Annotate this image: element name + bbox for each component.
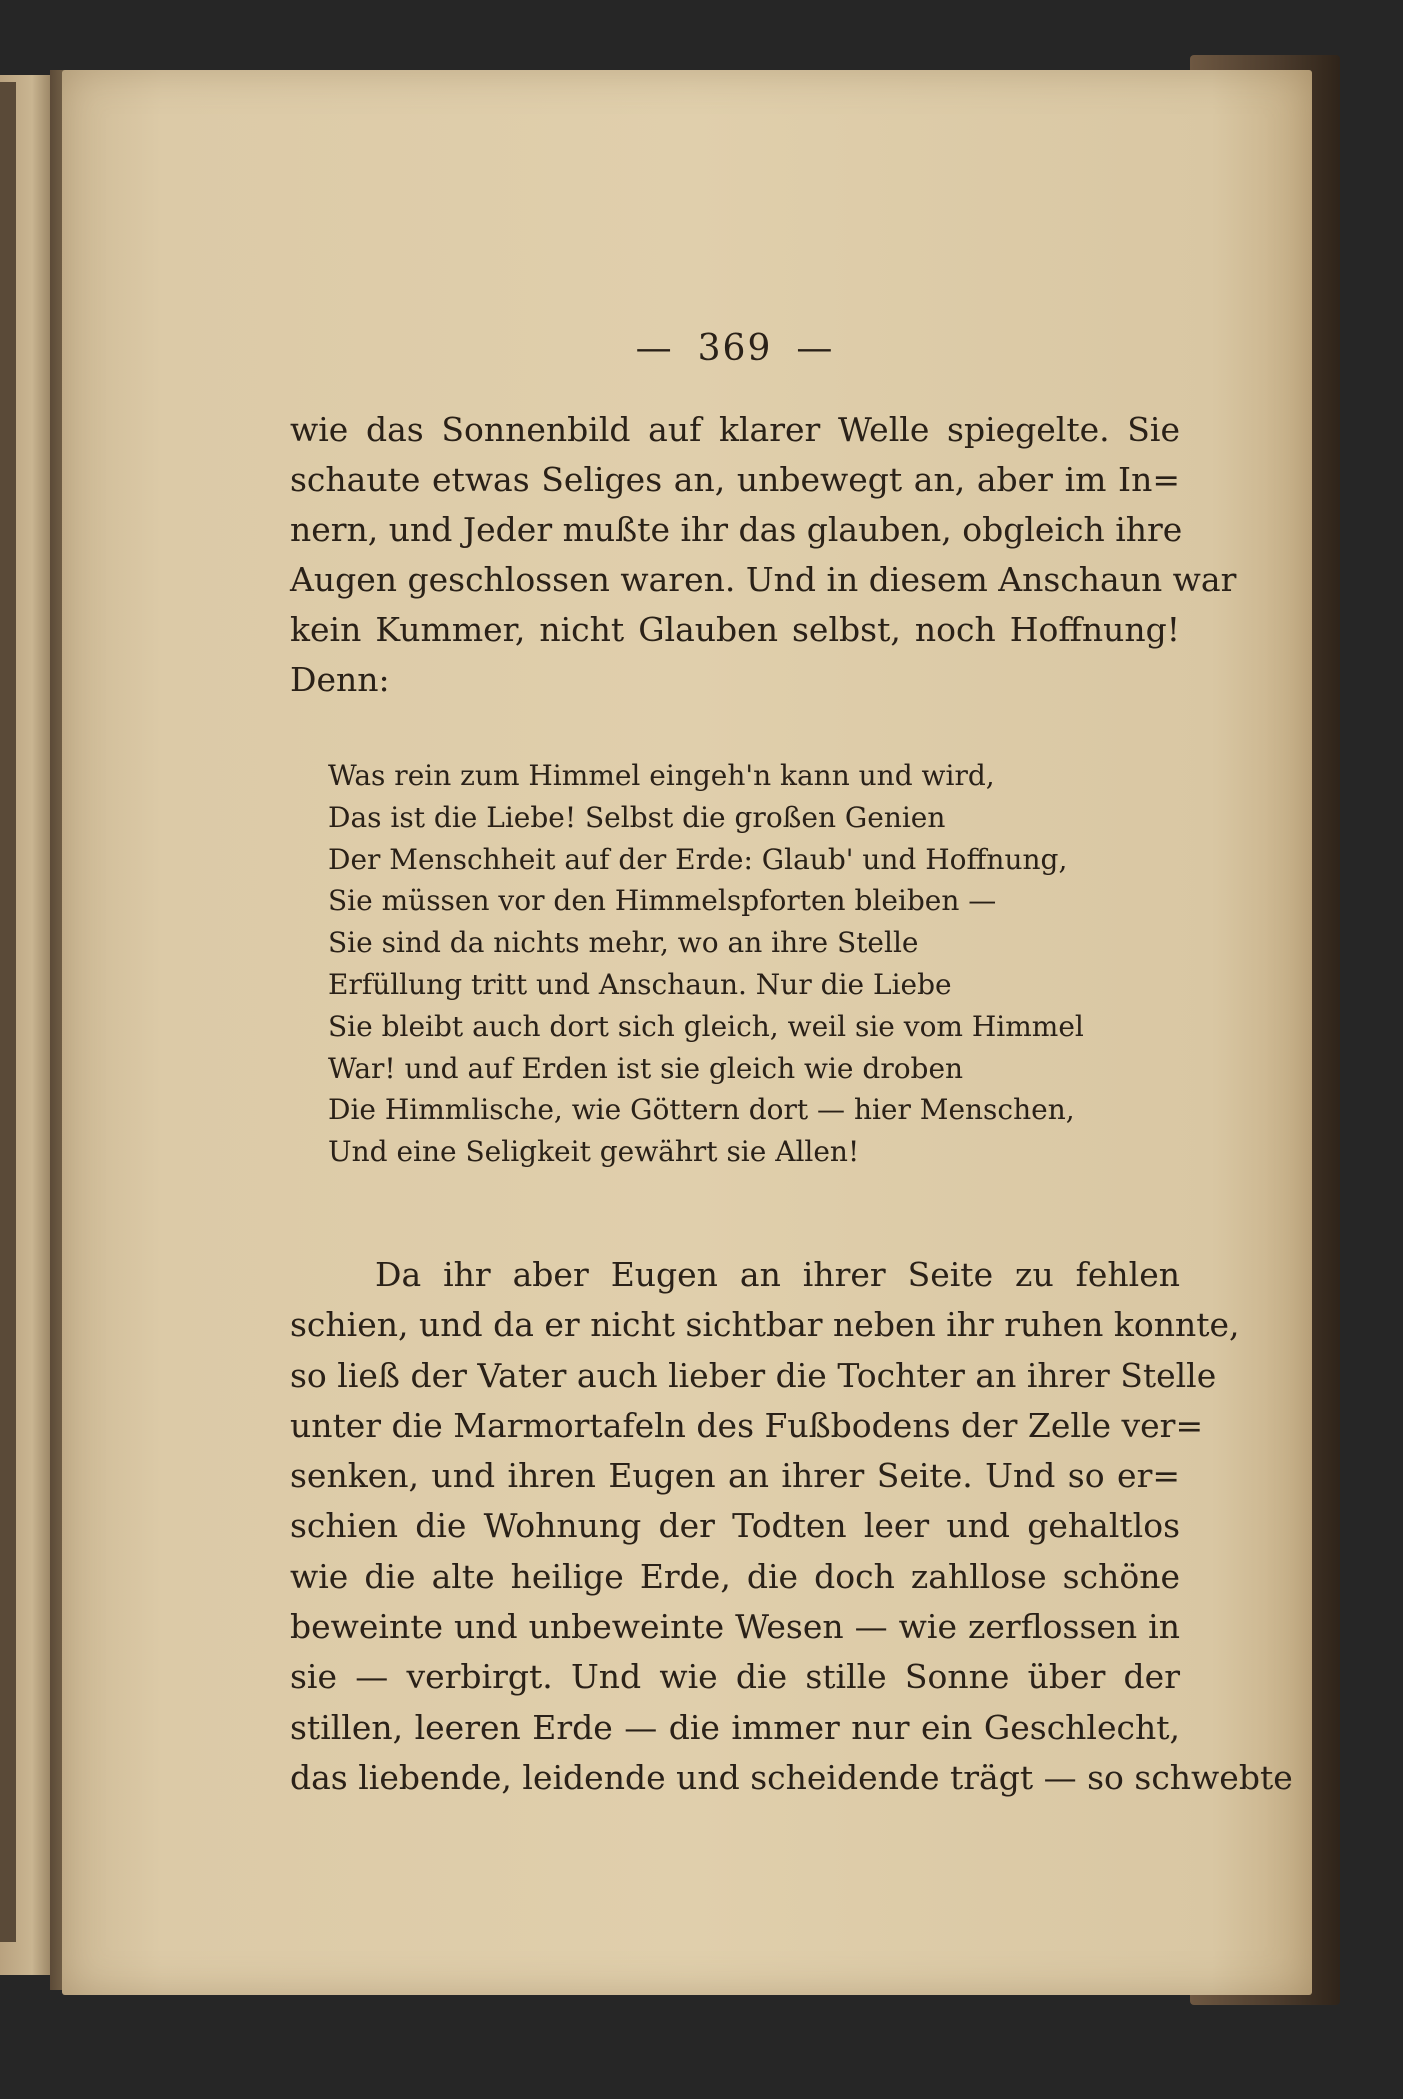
- verse-line: Sie müssen vor den Himmelspforten bleiben —: [328, 884, 997, 918]
- page: [62, 70, 1312, 1995]
- left-cover-strip: [0, 82, 16, 1942]
- text-line: nern, und Jeder mußte ihr das glauben, obgleich ihre: [290, 510, 1183, 549]
- verse-line: Sie bleibt auch dort sich gleich, weil sie vom Himmel: [328, 1009, 1084, 1043]
- page-number-dash-right: —: [796, 328, 835, 369]
- text-line: so ließ der Vater auch lieber die Tochter an ihrer Stelle: [290, 1355, 1217, 1395]
- text-line: unter die Marmortafeln des Fußbodens der Zelle ver=: [290, 1405, 1204, 1445]
- page-number: 369: [697, 328, 773, 369]
- verse-block: [328, 755, 1148, 1173]
- page-number-dash-left: —: [635, 328, 674, 369]
- text-line: das liebende, leidende und scheidende trägt — so schwebte: [290, 1757, 1293, 1797]
- verse-line: Erfüllung tritt und Anschaun. Nur die Liebe: [328, 967, 952, 1001]
- text-line: Augen geschlossen waren. Und in diesem Anschaun war: [290, 560, 1237, 599]
- text-line: schien die Wohnung der Todten leer und gehaltlos: [290, 1506, 1180, 1546]
- text-line: Denn:: [290, 660, 390, 699]
- verse-line: Die Himmlische, wie Göttern dort — hier Menschen,: [328, 1093, 1075, 1127]
- text-line: sie — verbirgt. Und wie die stille Sonne über der: [290, 1657, 1180, 1697]
- page-number-header: [290, 328, 1180, 369]
- verse-line: Sie sind da nichts mehr, wo an ihre Stelle: [328, 926, 919, 960]
- text-line: wie das Sonnenbild auf klarer Welle spiegelte. Sie: [290, 410, 1180, 449]
- paragraph-2: [290, 1250, 1293, 1803]
- paragraph-1: [290, 405, 1237, 705]
- verse-line: Was rein zum Himmel eingeh'n kann und wird,: [328, 759, 995, 792]
- verse-line: Der Menschheit auf der Erde: Glaub' und Hoffnung,: [328, 842, 1068, 876]
- text-line: senken, und ihren Eugen an ihrer Seite. Und so er=: [290, 1456, 1180, 1496]
- verse-line: Und eine Seligkeit gewährt sie Allen!: [328, 1135, 860, 1169]
- text-line: schien, und da er nicht sichtbar neben ihr ruhen konnte,: [290, 1305, 1240, 1345]
- text-line: Da ihr aber Eugen an ihrer Seite zu fehlen: [375, 1255, 1180, 1294]
- text-line: beweinte und unbeweinte Wesen — wie zerflossen in: [290, 1607, 1180, 1647]
- text-line: stillen, leeren Erde — die immer nur ein Geschlecht,: [290, 1707, 1180, 1747]
- verse-line: Das ist die Liebe! Selbst die großen Genien: [328, 800, 946, 834]
- text-line: schaute etwas Seliges an, unbewegt an, aber im In=: [290, 460, 1180, 499]
- text-line: kein Kummer, nicht Glauben selbst, noch Hoffnung!: [290, 610, 1180, 649]
- text-line: wie die alte heilige Erde, die doch zahllose schöne: [290, 1556, 1180, 1596]
- verse-line: War! und auf Erden ist sie gleich wie droben: [328, 1051, 964, 1085]
